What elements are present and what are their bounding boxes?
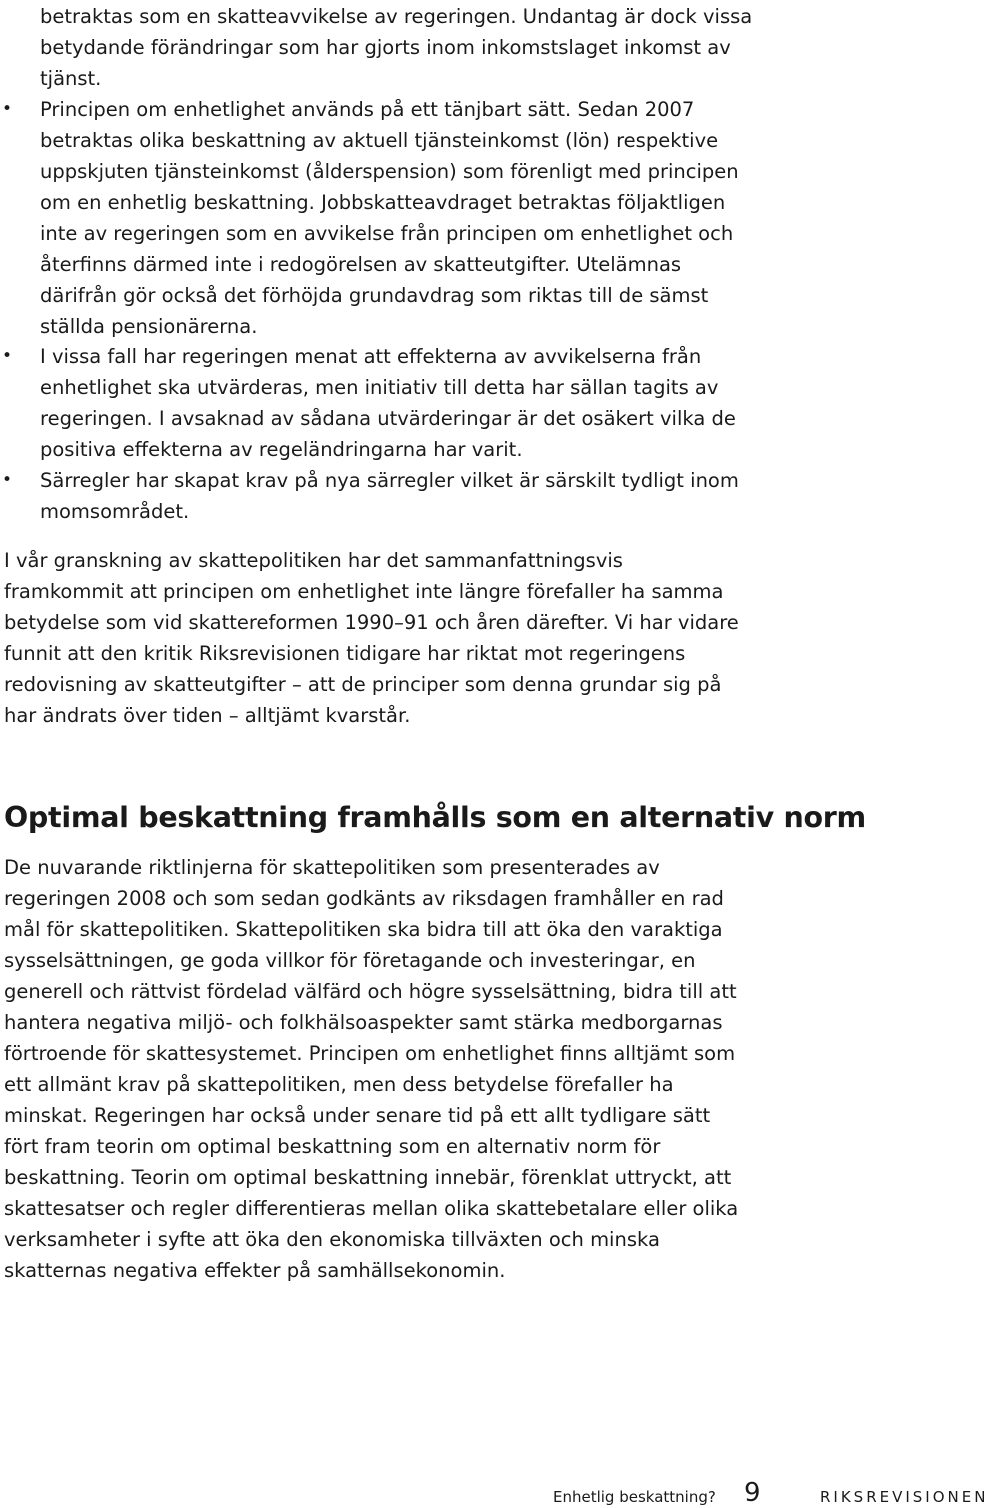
footer-org: RIKSREVISIONEN bbox=[820, 1488, 988, 1506]
bullet-item bbox=[0, 341, 760, 465]
bullet-text: Särregler har skapat krav på nya särregler vilket är särskilt tydligt inom momsområdet. bbox=[40, 469, 739, 523]
summary-paragraph: I vår granskning av skattepolitiken har det sammanfattningsvis framkommit att principen om enhetlighet inte längre förefaller ha samma betydelse som vid skattereformen 1990–91 och åren därefter. Vi har vidare funnit att den kritik Riksrevisionen tidigare har riktat mot regeringens redovisning av skatteutgifter – att de principer som denna grundar sig på har ändrats över tiden – alltjämt kvarstår. bbox=[4, 549, 739, 727]
section-heading: Optimal beskattning framhålls som en alternativ norm bbox=[4, 801, 866, 834]
footer-title: Enhetlig beskattning? bbox=[553, 1488, 716, 1506]
page-number: 9 bbox=[744, 1478, 761, 1508]
bullet-item bbox=[0, 94, 760, 342]
bullet-icon: • bbox=[2, 346, 13, 366]
continued-bullet-text: betraktas som en skatteavvikelse av regeringen. Undantag är dock vissa betydande förändringar som har gjorts inom inkomstslaget inkomst av tjänst. bbox=[40, 5, 753, 90]
page-footer bbox=[0, 1478, 988, 1508]
bullet-item bbox=[0, 465, 760, 527]
bullet-text: Principen om enhetlighet används på ett tänjbart sätt. Sedan 2007 betraktas olika beskattning av aktuell tjänsteinkomst (lön) respektive uppskjuten tjänsteinkomst (ålderspension) som förenligt med principen om en enhetlig beskattning. Jobbskatteavdraget betraktas följaktligen inte av regeringen som en avvikelse från principen om enhetlighet och återfinns därmed inte i redogörelsen av skatteutgifter. Utelämnas därifrån gör också det förhöjda grundavdrag som riktas till de sämst ställda pensionärerna. bbox=[40, 98, 739, 338]
bullet-icon: • bbox=[2, 99, 13, 119]
bullet-text: I vissa fall har regeringen menat att effekterna av avvikelserna från enhetlighet ska utvärderas, men initiativ till detta har sällan tagits av regeringen. I avsaknad av sådana utvärderingar är det osäkert vilka de positiva effekterna av regeländringarna har varit. bbox=[40, 345, 736, 461]
bullet-icon: • bbox=[2, 470, 13, 490]
body-paragraph: De nuvarande riktlinjerna för skattepolitiken som presenterades av regeringen 2008 och som sedan godkänts av riksdagen framhåller en rad mål för skattepolitiken. Skattepolitiken ska bidra till att öka den varaktiga sysselsättningen, ge goda villkor för företagande och investeringar, en generell och rättvist fördelad välfärd och högre sysselsättning, bidra till att hantera negativa miljö- och folkhälsoaspekter samt stärka medborgarnas förtroende för skattesystemet. Principen om enhetlighet finns alltjämt som ett allmänt krav på skattepolitiken, men dess betydelse förefaller ha minskat. Regeringen har också under senare tid på ett allt tydligare sätt fört fram teorin om optimal beskattning som en alternativ norm för beskattning. Teorin om optimal beskattning innebär, förenklat uttryckt, att skattesatser och regler differentieras mellan olika skattebetalare eller olika verksamheter i syfte att öka den ekonomiska tillväxten och minska skatternas negativa effekter på samhällsekonomin. bbox=[4, 856, 739, 1282]
